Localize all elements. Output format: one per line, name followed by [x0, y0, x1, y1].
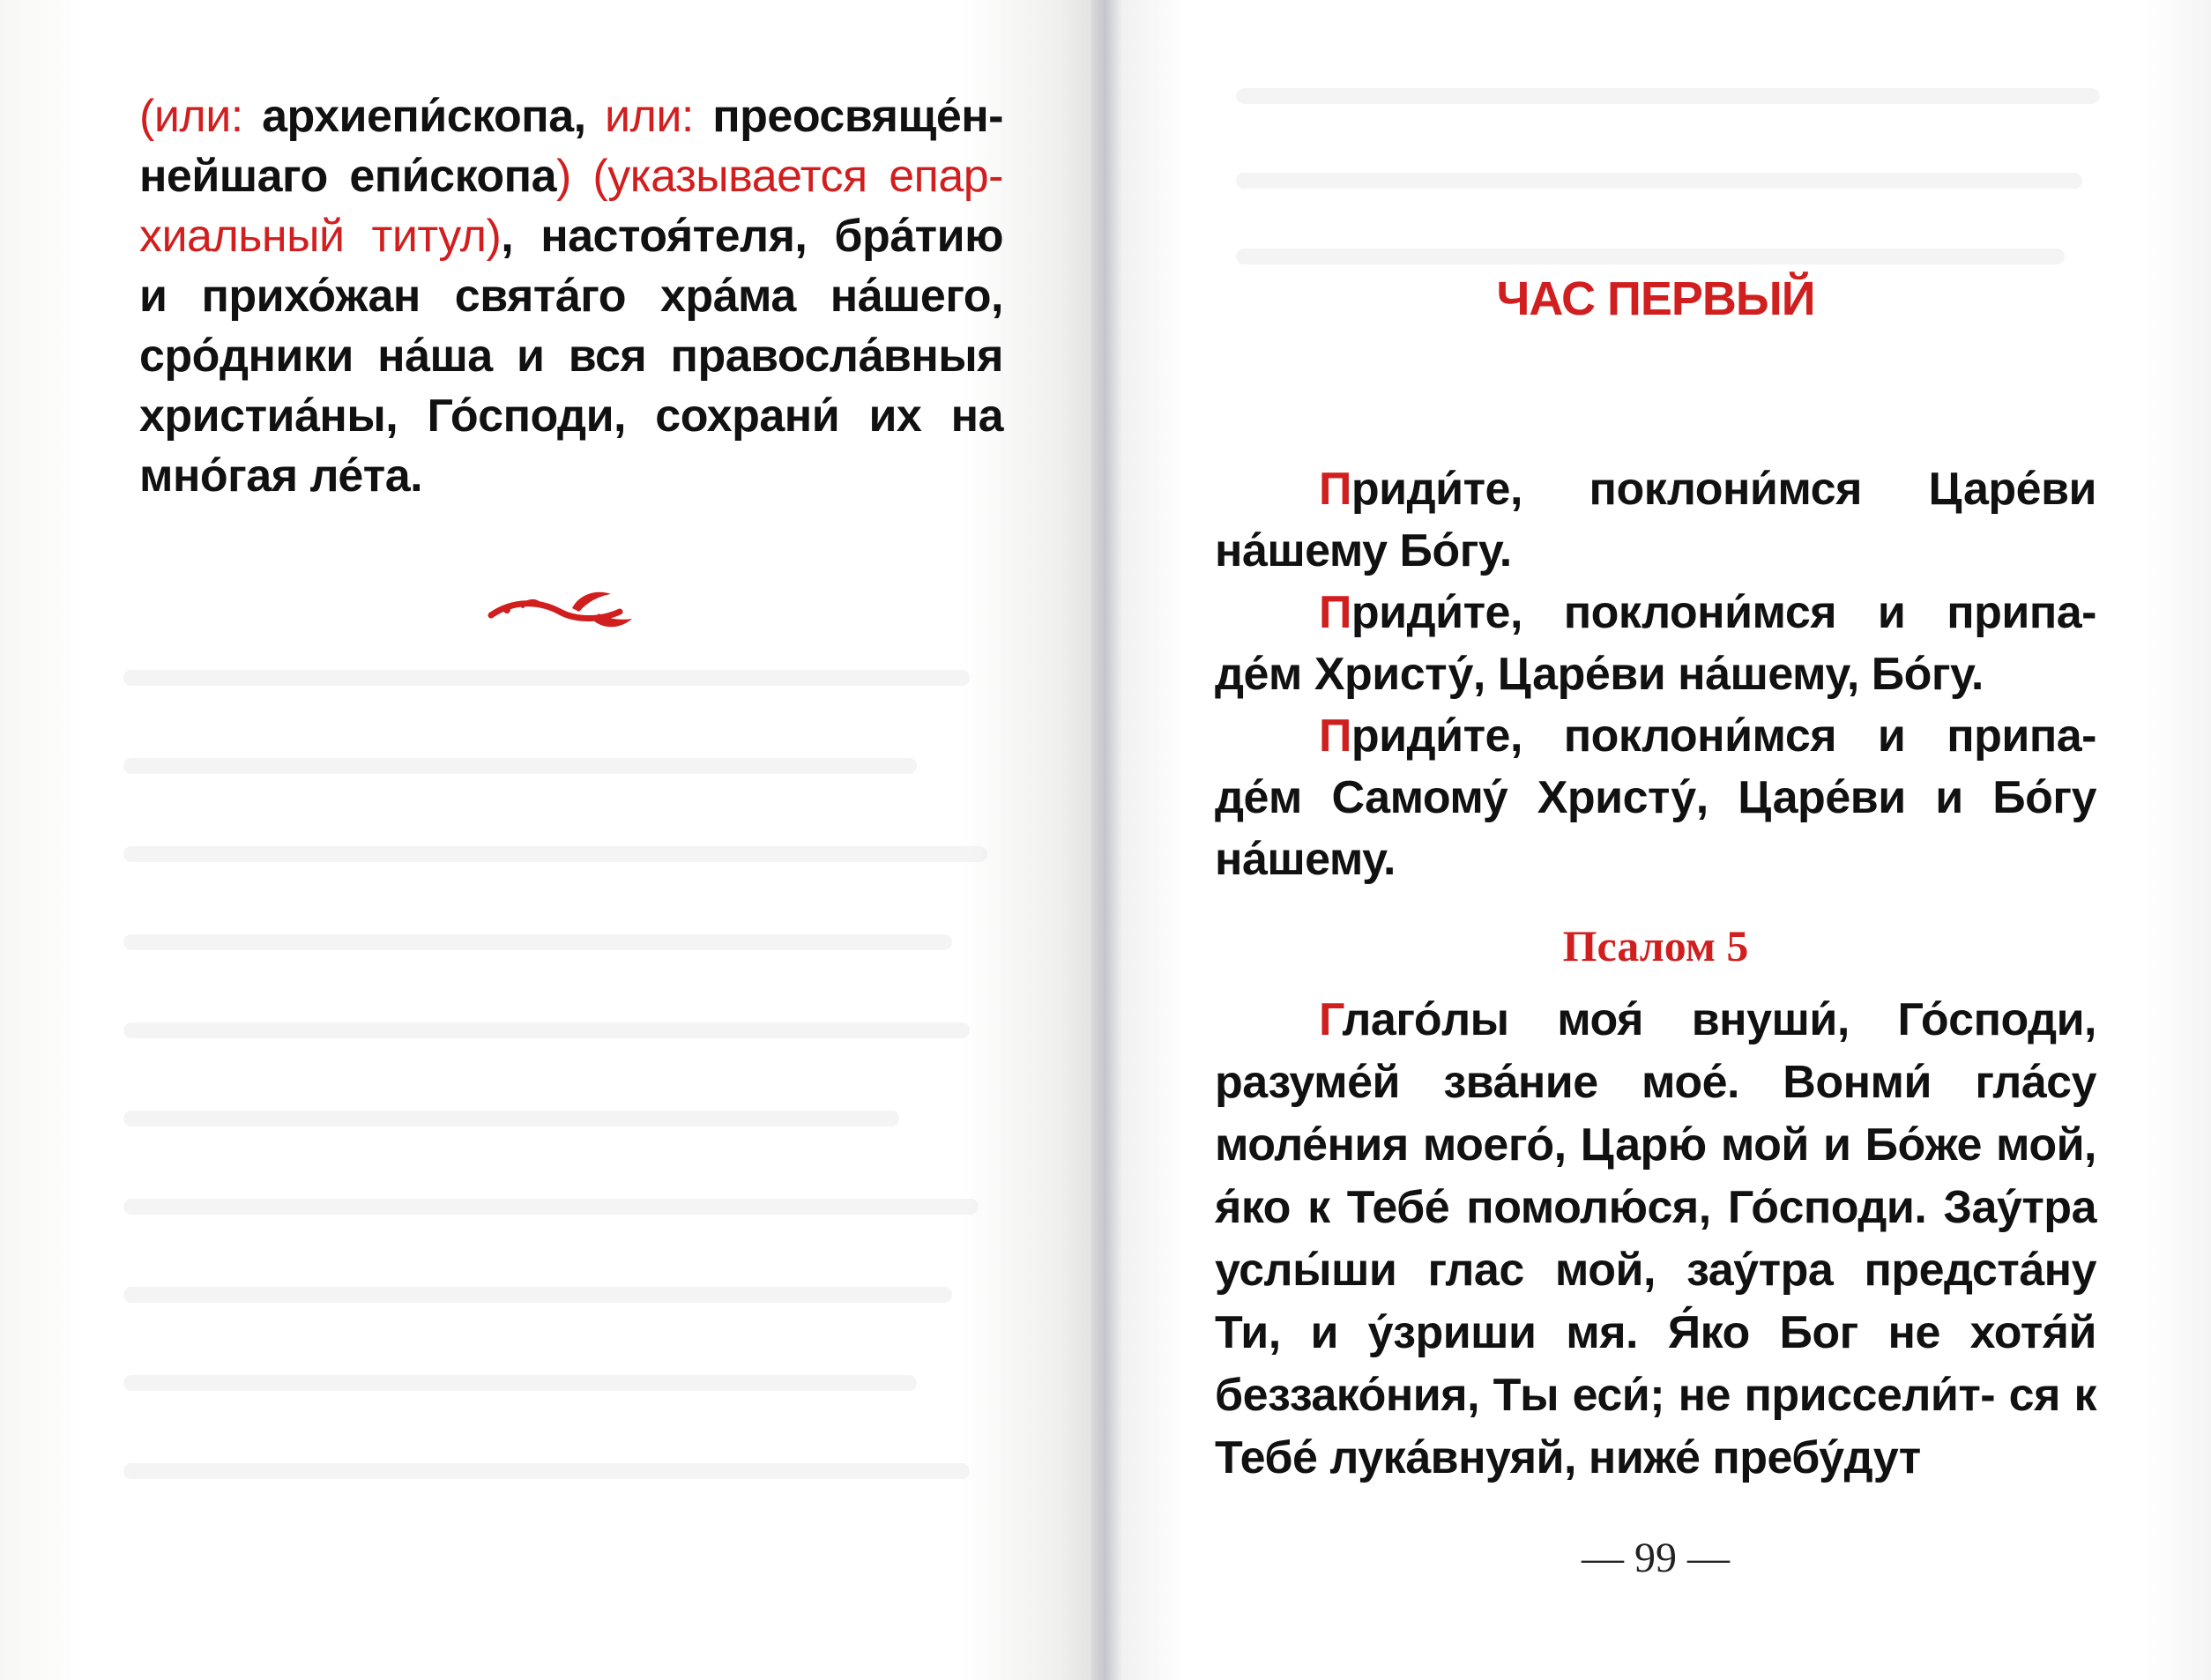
left-page: [0, 0, 1091, 1680]
prayer-text: христиа́ны, Го́споди, сохрани́ их на: [139, 390, 1003, 442]
prayer-text: архиепи́скопа,: [262, 91, 605, 142]
page-number: — 99 —: [1582, 1535, 1730, 1581]
drop-initial: Г: [1319, 994, 1343, 1045]
prayer-text: мно́гая ле́та.: [139, 450, 423, 502]
book-spine: [1091, 0, 1121, 1680]
drop-initial: П: [1319, 464, 1351, 515]
text-line: [139, 86, 1003, 146]
drop-initial: П: [1319, 710, 1351, 762]
invitatory-verse-3: Приди́те, поклони́мся и припа- де́м Самому́ Христу́, Царе́ви и Бо́гу на́шему.: [1215, 710, 2096, 885]
text-line: [139, 326, 1003, 386]
drop-initial: П: [1319, 587, 1351, 638]
invitatory-verse-2: Приди́те, поклони́мся и припа- де́м Христу́, Царе́ви на́шему, Бо́гу.: [1215, 587, 2096, 700]
prayer-text: и прихо́жан свята́го хра́ма на́шего,: [139, 271, 1003, 322]
text-line: [139, 146, 1003, 206]
rubric-text: (или:: [139, 91, 263, 142]
rubric-text: или:: [604, 91, 713, 142]
floral-flourish-icon: [488, 582, 636, 635]
prayer-text: преосвяще́н-: [712, 91, 1003, 142]
text-line: [139, 266, 1003, 326]
chapter-title: ЧАС ПЕРВЫЙ: [1496, 272, 1815, 325]
psalm-text: [1215, 989, 2096, 1490]
psalm-paragraph: Глаго́лы моя́ внуши́, Го́споди, разуме́й зва́ние мое́. Вонми́ гла́су моле́ния моего́, Царю́ мой и Бо́же мой, я́ко к Тебе́ помолю́ся, Го́споди. Зау́тра услы́ши глас мой, зау́тра предста́ну Ти, и у́зриши мя. Я́ко Бог не хотя́й беззако́ния, Ты еси́; не приссели́т- ся к Тебе́ лука́внуяй, ниже́ пребу́дут: [1215, 994, 2096, 1483]
prayer-text: сро́дники на́ша и вся правосла́вныя: [139, 331, 1003, 382]
prayer-text: , настоя́теля, бра́тию: [501, 211, 1003, 262]
rubric-text: ) (указывается епар-: [556, 151, 1003, 202]
invitatory-verse-1: Приди́те, поклони́мся Царе́ви на́шему Бо́гу.: [1215, 464, 2096, 576]
invitatory-text: [1215, 458, 2096, 890]
psalm-title: Псалом 5: [1562, 921, 1749, 970]
prayer-text: нейшаго епи́скопа: [139, 151, 557, 202]
text-line: [139, 206, 1003, 266]
text-line: [139, 386, 1003, 446]
left-page-text: [139, 86, 1003, 506]
rubric-text: хиальный титул): [139, 211, 502, 262]
text-line: [139, 446, 1003, 506]
